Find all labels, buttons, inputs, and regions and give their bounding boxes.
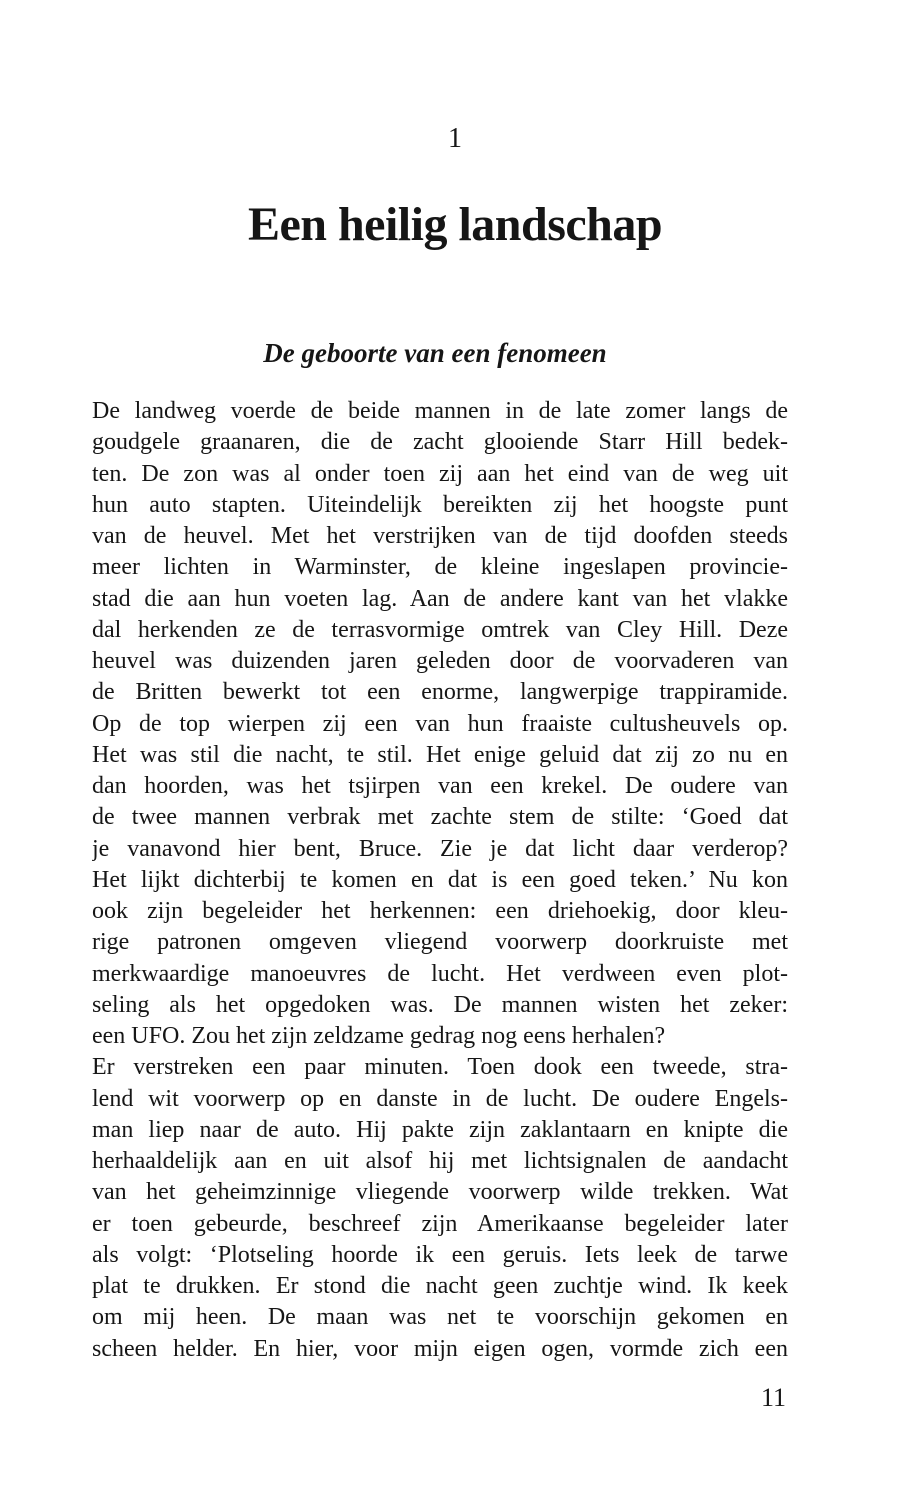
- text-line: Op de top wierpen zij een van hun fraaiste cultusheuvels op.: [92, 710, 788, 737]
- text-line: dal herkenden ze de terrasvormige omtrek van Cley Hill. Deze: [92, 616, 788, 643]
- text-line: Het lijkt dichterbij te komen en dat is een goed teken.’ Nu kon: [92, 866, 788, 893]
- chapter-title: Een heilig landschap: [247, 198, 663, 251]
- text-line: van de heuvel. Met het verstrijken van de tijd doofden steeds: [92, 523, 788, 549]
- text-line: meer lichten in Warminster, de kleine ingeslapen provincie-: [92, 554, 788, 581]
- text-line: er toen gebeurde, beschreef zijn Amerikaanse begeleider later: [92, 1210, 788, 1237]
- text-line: je vanavond hier bent, Bruce. Zie je dat licht daar verderop?: [92, 835, 788, 862]
- text-line: rige patronen omgeven vliegend voorwerp doorkruiste met: [92, 929, 788, 956]
- chapter-number: 1: [448, 123, 462, 154]
- text-line: merkwaardige manoeuvres de lucht. Het verdween even plot-: [92, 960, 788, 987]
- body-text: [92, 396, 788, 1365]
- text-line: scheen helder. En hier, voor mijn eigen ogen, vormde zich een: [92, 1335, 788, 1362]
- text-line: ten. De zon was al onder toen zij aan het eind van de weg uit: [92, 460, 788, 487]
- section-heading: De geboorte van een fenomeen: [263, 338, 607, 368]
- text-line: De landweg voerde de beide mannen in de late zomer langs de: [92, 398, 788, 424]
- text-line: hun auto stapten. Uiteindelijk bereikten zij het hoogste punt: [92, 491, 788, 518]
- text-line: om mij heen. De maan was net te voorschijn gekomen en: [92, 1304, 788, 1331]
- text-line: herhaaldelijk aan en uit alsof hij met lichtsignalen de aandacht: [92, 1148, 788, 1174]
- text-line: Het was stil die nacht, te stil. Het enige geluid dat zij zo nu en: [92, 741, 788, 768]
- text-line: lend wit voorwerp op en danste in de lucht. De oudere Engels-: [92, 1085, 788, 1112]
- text-line: dan hoorden, was het tsjirpen van een krekel. De oudere van: [92, 773, 788, 799]
- text-line: plat te drukken. Er stond die nacht geen zuchtje wind. Ik keek: [92, 1273, 788, 1299]
- text-line: stad die aan hun voeten lag. Aan de andere kant van het vlakke: [92, 585, 788, 612]
- text-line: seling als het opgedoken was. De mannen wisten het zeker:: [92, 991, 788, 1018]
- text-line: man liep naar de auto. Hij pakte zijn zaklantaarn en knipte die: [92, 1116, 788, 1143]
- text-line: de twee mannen verbrak met zachte stem de stilte: ‘Goed dat: [92, 804, 788, 831]
- page-number: 11: [760, 1383, 786, 1412]
- text-line: goudgele graanaren, die de zacht glooiende Starr Hill bedek-: [92, 429, 788, 456]
- text-line: van het geheimzinnige vliegende voorwerp wilde trekken. Wat: [92, 1179, 788, 1206]
- text-line: heuvel was duizenden jaren geleden door de voorvaderen van: [92, 648, 788, 674]
- text-line: Er verstreken een paar minuten. Toen dook een tweede, stra-: [92, 1054, 788, 1081]
- text-line: ook zijn begeleider het herkennen: een driehoekig, door kleu-: [92, 898, 788, 924]
- text-line: een UFO. Zou het zijn zeldzame gedrag nog eens herhalen?: [92, 1023, 666, 1049]
- text-line: de Britten bewerkt tot een enorme, langwerpige trappiramide.: [92, 679, 788, 706]
- text-line: als volgt: ‘Plotseling hoorde ik een geruis. Iets leek de tarwe: [92, 1241, 788, 1268]
